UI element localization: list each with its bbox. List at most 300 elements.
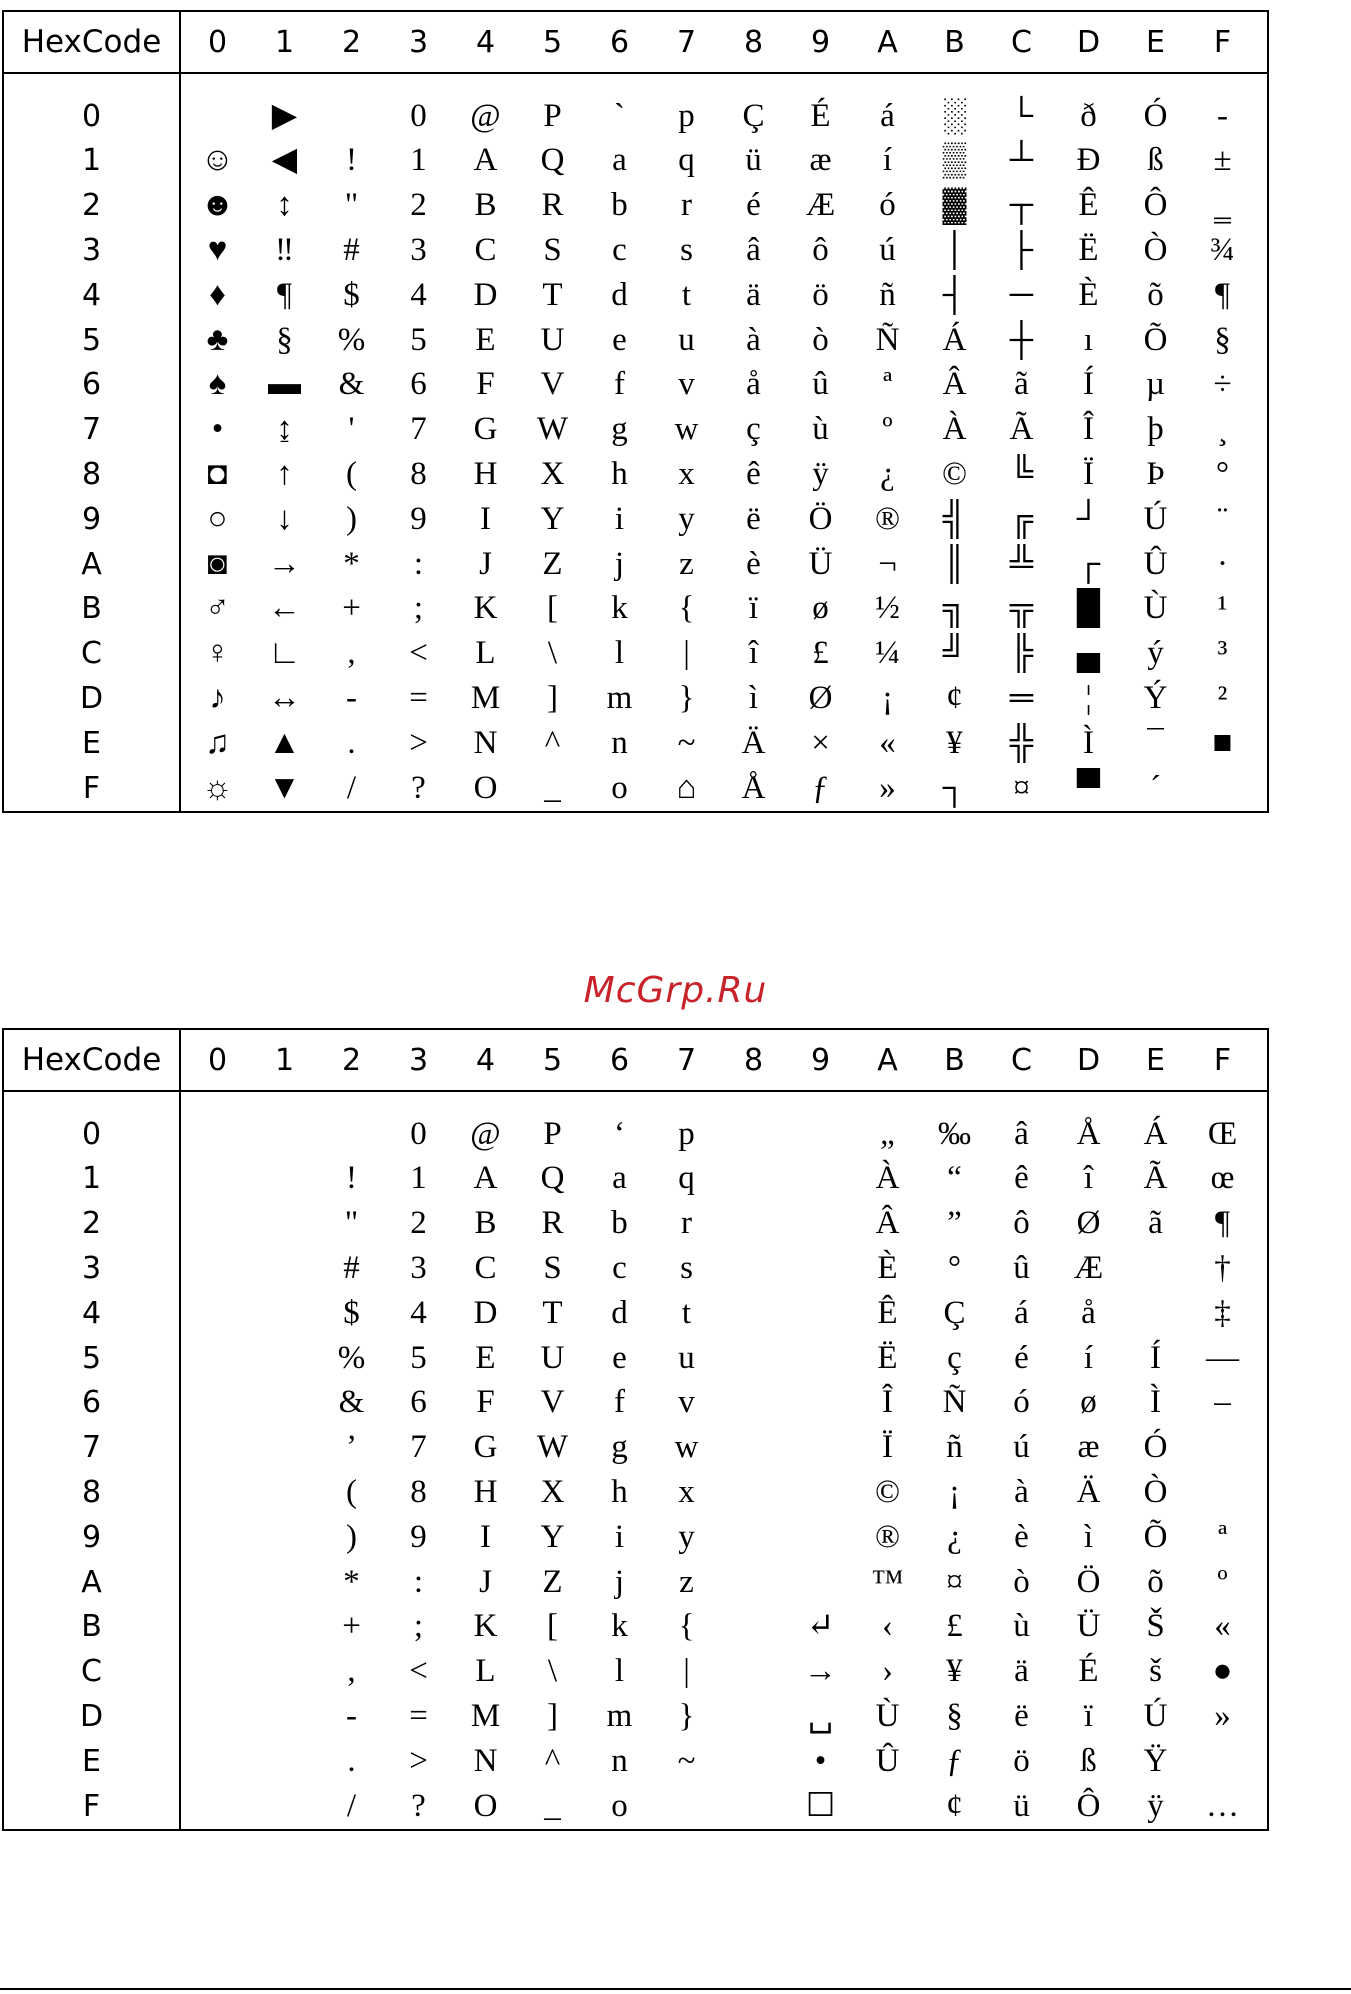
char-cell	[251, 1381, 318, 1425]
char-cell: ?	[411, 1787, 426, 1824]
char-cell: ▀	[1076, 769, 1101, 806]
char-cell: ]	[547, 679, 558, 716]
char-cell	[1189, 766, 1256, 810]
char-cell	[787, 1157, 854, 1201]
char-cell: ë	[746, 500, 761, 537]
row-header-0: 0	[81, 98, 102, 134]
char-cell: n	[611, 724, 628, 761]
char-cell: R	[541, 1205, 564, 1242]
column-header-0: 0	[207, 1042, 228, 1078]
char-cell	[787, 1202, 854, 1246]
char-cell: ²	[1217, 679, 1228, 716]
char-cell	[720, 1246, 787, 1290]
char-cell: Õ	[1143, 321, 1168, 358]
char-cell	[251, 1784, 318, 1828]
char-cell: ▬	[268, 366, 301, 403]
char-cell: ◀	[271, 142, 298, 179]
char-cell: e	[612, 1339, 627, 1376]
char-cell: Ë	[877, 1339, 898, 1376]
char-cell	[251, 1470, 318, 1514]
char-cell: ¾	[1210, 231, 1235, 268]
char-cell: ◙	[207, 545, 228, 582]
char-cell: m	[606, 679, 633, 716]
char-cell: ¦	[1085, 679, 1092, 716]
char-cell: h	[611, 1473, 628, 1510]
char-cell	[184, 1112, 251, 1156]
char-cell: 4	[410, 1294, 427, 1331]
char-cell: ›	[882, 1653, 893, 1690]
row-header-0: 0	[81, 1116, 102, 1152]
char-cell: X	[540, 455, 565, 492]
char-cell: ë	[1014, 1697, 1029, 1734]
hexcode-header: HexCode	[21, 1042, 162, 1078]
table-header-row	[4, 12, 1267, 74]
char-cell: _	[544, 769, 561, 806]
char-cell: O	[473, 769, 498, 806]
char-cell: Ä	[1076, 1473, 1101, 1510]
char-cell: v	[678, 366, 695, 403]
char-cell: w	[674, 1429, 699, 1466]
char-cell: \	[547, 1653, 558, 1690]
char-cell: 9	[410, 500, 427, 537]
char-cell: Ñ	[942, 1384, 967, 1421]
char-cell: 2	[410, 187, 427, 224]
char-cell: ê	[1014, 1160, 1029, 1197]
char-cell: ß	[1080, 1742, 1097, 1779]
row-header-1: 1	[81, 1161, 102, 1197]
char-cell: █	[1076, 590, 1101, 627]
char-cell: %	[337, 321, 366, 358]
char-cell: ö	[812, 276, 829, 313]
char-cell: Í	[1150, 1339, 1161, 1376]
char-cell: Ô	[1143, 187, 1168, 224]
char-cell: Ó	[1143, 1429, 1168, 1466]
column-header-1: 1	[274, 1042, 295, 1078]
char-cell: ↵	[806, 1608, 835, 1645]
char-cell: ¶	[1215, 276, 1230, 313]
char-cell	[184, 94, 251, 138]
char-cell	[184, 1650, 251, 1694]
char-cell: ←	[268, 590, 301, 627]
char-cell: ½	[875, 590, 900, 627]
char-cell	[720, 1650, 787, 1694]
char-cell: V	[540, 1384, 565, 1421]
char-cell: Ý	[1143, 679, 1168, 716]
column-header-9: 9	[810, 1042, 831, 1078]
char-cell: P	[543, 97, 562, 134]
column-header-3: 3	[408, 1042, 429, 1078]
char-cell: =	[409, 679, 428, 716]
char-cell: i	[614, 500, 625, 537]
char-cell: ┤	[942, 276, 967, 313]
char-cell	[720, 1381, 787, 1425]
char-cell: ~	[677, 724, 696, 761]
char-cell: Õ	[1143, 1518, 1168, 1555]
char-cell	[720, 1739, 787, 1783]
char-cell: /	[346, 769, 357, 806]
char-cell: l	[614, 1653, 625, 1690]
char-cell: t	[681, 276, 692, 313]
char-cell: ○	[207, 500, 228, 537]
char-cell: +	[342, 590, 361, 627]
char-cell: À	[875, 1160, 900, 1197]
char-cell: ª	[1217, 1518, 1228, 1555]
char-cell: ♫	[205, 724, 230, 761]
char-cell: Ò	[1143, 231, 1168, 268]
char-cell: y	[678, 1518, 695, 1555]
char-cell: ø	[812, 590, 829, 627]
char-cell: ª	[882, 366, 893, 403]
char-cell: }	[678, 679, 695, 716]
char-cell: œ	[1210, 1160, 1235, 1197]
char-cell: 8	[410, 455, 427, 492]
char-cell: ¶	[277, 276, 292, 313]
row-header-C: C	[81, 636, 102, 672]
char-cell: ì	[1083, 1518, 1094, 1555]
char-cell: *	[343, 1563, 360, 1600]
column-header-A: A	[877, 24, 898, 60]
char-cell: È	[877, 1249, 898, 1286]
char-cell: $	[343, 276, 360, 313]
char-cell: ☻	[200, 187, 235, 224]
char-cell: M	[470, 679, 501, 716]
char-cell: ö	[1013, 1742, 1030, 1779]
char-cell: e	[612, 321, 627, 358]
column-header-C: C	[1011, 24, 1032, 60]
row-header-4: 4	[81, 1295, 102, 1331]
char-cell: ═	[1009, 679, 1034, 716]
char-cell: (	[346, 455, 357, 492]
char-cell: À	[942, 411, 967, 448]
char-cell: ‰	[938, 1115, 971, 1152]
column-header-9: 9	[810, 24, 831, 60]
char-cell: Å	[741, 769, 766, 806]
char-cell: ¿	[880, 455, 895, 492]
char-cell: ♣	[206, 321, 229, 358]
char-cell: ♪	[209, 679, 226, 716]
char-cell: G	[473, 411, 498, 448]
char-cell: Â	[875, 1205, 900, 1242]
char-cell: s	[680, 1249, 693, 1286]
char-cell: š	[1149, 1653, 1162, 1690]
char-cell: ↔	[268, 679, 301, 716]
char-cell: ‹	[882, 1608, 893, 1645]
char-cell	[720, 1202, 787, 1246]
char-cell: 0	[410, 1115, 427, 1152]
char-cell: s	[680, 231, 693, 268]
char-cell: á	[880, 97, 895, 134]
char-cell: ¬	[878, 545, 897, 582]
char-cell: :	[413, 1563, 424, 1600]
char-cell: ☐	[805, 1787, 836, 1824]
char-cell: j	[614, 1563, 625, 1600]
char-cell: f	[614, 366, 625, 403]
char-cell: U	[540, 1339, 565, 1376]
char-cell: 5	[410, 321, 427, 358]
char-cell: ╠	[1009, 635, 1034, 672]
char-cell: £	[946, 1608, 963, 1645]
char-cell: ñ	[946, 1429, 963, 1466]
char-cell: 4	[410, 276, 427, 313]
column-header-7: 7	[676, 1042, 697, 1078]
char-cell: A	[473, 142, 498, 179]
char-cell: c	[612, 1249, 627, 1286]
char-cell: ▓	[942, 187, 967, 224]
column-header-6: 6	[609, 24, 630, 60]
char-cell: y	[678, 500, 695, 537]
row-header-A: A	[81, 546, 102, 582]
char-cell: Ç	[742, 97, 765, 134]
column-header-2: 2	[341, 24, 362, 60]
row-header-3: 3	[81, 1250, 102, 1286]
char-cell: V	[540, 366, 565, 403]
char-cell	[787, 1515, 854, 1559]
char-cell: D	[473, 276, 498, 313]
row-header-7: 7	[81, 1430, 102, 1466]
char-cell: C	[474, 231, 497, 268]
char-cell: Ñ	[875, 321, 900, 358]
char-cell: ▄	[1076, 635, 1101, 672]
char-cell: Ø	[1076, 1205, 1101, 1242]
char-cell: -	[346, 1697, 357, 1734]
char-cell: x	[678, 455, 695, 492]
char-cell: ß	[1147, 142, 1164, 179]
column-header-5: 5	[542, 1042, 563, 1078]
char-cell: ı	[1083, 321, 1094, 358]
char-cell: ░	[942, 97, 967, 134]
char-cell: b	[611, 187, 628, 224]
char-cell: E	[475, 321, 496, 358]
char-cell: ☼	[202, 769, 233, 806]
char-cell: l	[614, 635, 625, 672]
char-cell: Û	[875, 1742, 900, 1779]
char-cell: ‗	[1214, 187, 1231, 224]
char-cell: (	[346, 1473, 357, 1510]
row-header-5: 5	[81, 1340, 102, 1376]
char-cell: Ï	[882, 1429, 893, 1466]
char-cell: ï	[1083, 1697, 1094, 1734]
char-cell: ,	[347, 635, 356, 672]
char-cell: T	[542, 1294, 563, 1331]
row-header-2: 2	[81, 1206, 102, 1242]
char-cell: ‡	[1214, 1294, 1231, 1331]
char-cell: Û	[1143, 545, 1168, 582]
row-header-9: 9	[81, 501, 102, 537]
char-cell	[787, 1336, 854, 1380]
char-cell	[184, 1202, 251, 1246]
char-cell: <	[409, 635, 428, 672]
char-cell: é	[1014, 1339, 1029, 1376]
char-cell: ♀	[205, 635, 230, 672]
char-cell: Æ	[805, 187, 836, 224]
char-cell: R	[541, 187, 564, 224]
char-cell: Y	[540, 1518, 565, 1555]
char-cell: 6	[410, 366, 427, 403]
char-cell: ®	[874, 500, 901, 537]
char-cell: ↓	[276, 500, 293, 537]
char-cell: Ï	[1083, 455, 1094, 492]
char-cell: Ì	[1083, 724, 1094, 761]
column-header-4: 4	[475, 24, 496, 60]
char-cell: "	[344, 187, 359, 224]
char-cell: w	[674, 411, 699, 448]
char-cell: Å	[1076, 1115, 1101, 1152]
char-cell: q	[678, 142, 695, 179]
char-cell: .	[347, 1742, 356, 1779]
char-cell: è	[746, 545, 761, 582]
char-cell: ð	[1080, 97, 1097, 134]
column-header-A: A	[877, 1042, 898, 1078]
char-cell: j	[614, 545, 625, 582]
char-cell: I	[480, 500, 491, 537]
char-cell: Î	[1083, 411, 1094, 448]
char-cell: ¥	[946, 724, 963, 761]
char-cell: ●	[1212, 1653, 1233, 1690]
row-header-8: 8	[81, 1474, 102, 1510]
char-cell: Z	[542, 545, 563, 582]
column-divider	[179, 1030, 181, 1829]
char-cell: ƒ	[946, 1742, 963, 1779]
char-cell: !	[346, 1160, 357, 1197]
char-cell: 0	[410, 97, 427, 134]
char-cell: t	[681, 1294, 692, 1331]
char-cell: ã	[1014, 366, 1029, 403]
char-cell: ï	[748, 590, 759, 627]
char-cell: Y	[540, 500, 565, 537]
char-cell: û	[1013, 1249, 1030, 1286]
char-cell: –	[1214, 1384, 1231, 1421]
char-cell: ╩	[1009, 545, 1034, 582]
char-cell	[251, 1336, 318, 1380]
char-cell: ┼	[1009, 321, 1034, 358]
char-cell: ?	[411, 769, 426, 806]
char-cell: §	[946, 1697, 963, 1734]
column-header-B: B	[944, 1042, 965, 1078]
char-cell: Ù	[875, 1697, 900, 1734]
row-header-5: 5	[81, 322, 102, 358]
char-cell: Á	[942, 321, 967, 358]
char-cell	[318, 94, 385, 138]
char-cell: →	[268, 545, 301, 582]
char-cell: ü	[745, 142, 762, 179]
char-cell: f	[614, 1384, 625, 1421]
char-cell: {	[678, 590, 695, 627]
char-cell: D	[473, 1294, 498, 1331]
char-cell	[720, 1605, 787, 1649]
char-cell: `	[614, 97, 625, 134]
char-cell: «	[1214, 1608, 1231, 1645]
char-cell: Ë	[1078, 231, 1099, 268]
char-cell: O	[473, 1787, 498, 1824]
column-header-8: 8	[743, 1042, 764, 1078]
char-cell: 9	[410, 1518, 427, 1555]
char-cell	[787, 1470, 854, 1514]
row-header-C: C	[81, 1654, 102, 1690]
char-cell: #	[343, 231, 360, 268]
char-cell: ␣	[807, 1697, 834, 1734]
char-cell: S	[543, 231, 562, 268]
char-cell: M	[470, 1697, 501, 1734]
char-cell: p	[678, 1115, 695, 1152]
char-cell: F	[476, 366, 495, 403]
char-cell: ¿	[947, 1518, 962, 1555]
char-cell: ó	[879, 187, 896, 224]
char-cell: =	[409, 1697, 428, 1734]
char-cell	[1122, 1246, 1189, 1290]
char-cell: »	[879, 769, 896, 806]
column-header-E: E	[1146, 1042, 1165, 1078]
char-cell: ´	[1150, 769, 1161, 806]
char-cell: [	[547, 590, 558, 627]
char-cell: ¸	[1217, 411, 1228, 448]
char-cell	[1189, 1470, 1256, 1514]
row-header-2: 2	[81, 188, 102, 224]
char-cell: ↨	[276, 411, 293, 448]
char-cell: h	[611, 455, 628, 492]
char-cell: Ù	[1143, 590, 1168, 627]
row-header-6: 6	[81, 1385, 102, 1421]
char-cell: d	[611, 1294, 628, 1331]
char-cell: |	[683, 1653, 690, 1690]
column-header-B: B	[944, 24, 965, 60]
char-cell: È	[1078, 276, 1099, 313]
char-cell: ¹	[1217, 590, 1228, 627]
char-cell: ñ	[879, 276, 896, 313]
char-cell: †	[1214, 1249, 1231, 1286]
char-cell	[251, 1650, 318, 1694]
char-cell: “	[947, 1160, 962, 1197]
row-header-4: 4	[81, 277, 102, 313]
char-cell	[720, 1470, 787, 1514]
char-cell: v	[678, 1384, 695, 1421]
char-cell: {	[678, 1608, 695, 1645]
char-cell: o	[611, 769, 628, 806]
char-cell: *	[343, 545, 360, 582]
char-cell: õ	[1147, 276, 1164, 313]
char-cell: )	[346, 500, 357, 537]
char-cell: §	[1214, 321, 1231, 358]
char-cell: <	[409, 1653, 428, 1690]
char-cell: Ö	[808, 500, 833, 537]
char-cell	[720, 1694, 787, 1738]
char-cell	[720, 1515, 787, 1559]
char-cell: $	[343, 1294, 360, 1331]
char-cell: 2	[410, 1205, 427, 1242]
char-cell: ³	[1217, 635, 1228, 672]
char-cell: ║	[942, 545, 967, 582]
char-cell: õ	[1147, 1563, 1164, 1600]
char-cell: c	[612, 231, 627, 268]
char-cell: ©	[874, 1473, 901, 1510]
char-cell: m	[606, 1697, 633, 1734]
char-cell: í	[882, 142, 893, 179]
char-cell: |	[683, 635, 690, 672]
column-header-5: 5	[542, 24, 563, 60]
char-cell: º	[1217, 1563, 1228, 1600]
column-header-C: C	[1011, 1042, 1032, 1078]
char-cell: #	[343, 1249, 360, 1286]
char-cell	[184, 1426, 251, 1470]
char-cell: d	[611, 276, 628, 313]
char-cell: P	[543, 1115, 562, 1152]
page-bottom-rule	[0, 1988, 1351, 1990]
char-cell: Â	[942, 366, 967, 403]
char-cell: @	[470, 97, 501, 134]
char-cell: Ê	[1078, 187, 1099, 224]
char-cell	[184, 1381, 251, 1425]
char-cell: o	[611, 1787, 628, 1824]
char-cell: Ð	[1076, 142, 1101, 179]
